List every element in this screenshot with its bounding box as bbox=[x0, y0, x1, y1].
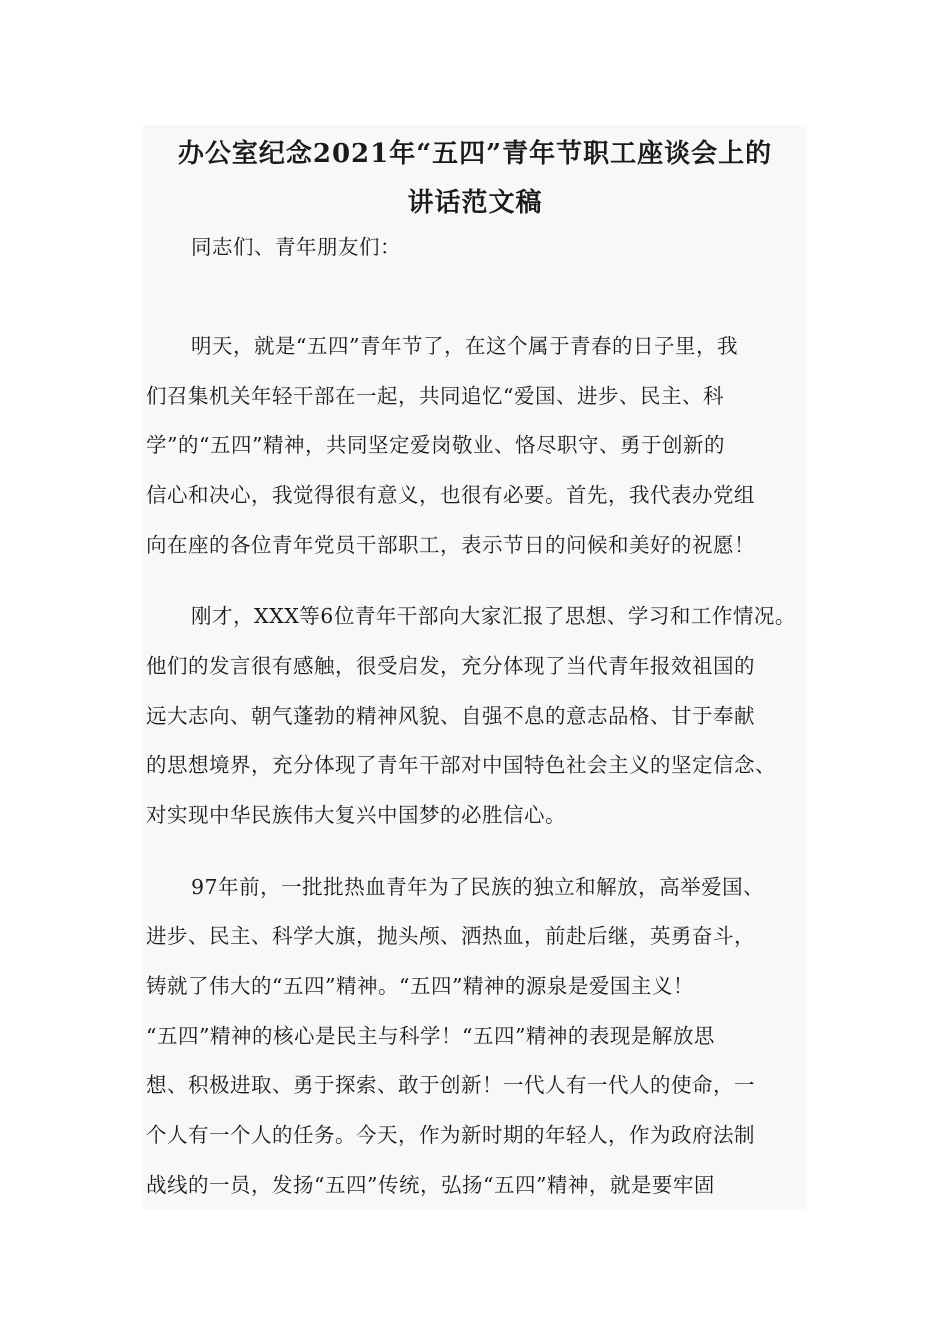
paragraph-2-line-1: 刚才，XXX等6位青年干部向大家汇报了思想、学习和工作情况。 bbox=[191, 604, 796, 628]
paragraph-3-line-4: “五四”精神的核心是民主与科学！“五四”精神的表现是解放思 bbox=[146, 1024, 715, 1048]
paragraph-3-line-6: 个人有一个人的任务。今天，作为新时期的年轻人，作为政府法制 bbox=[146, 1123, 755, 1147]
paragraph-2-line-5: 对实现中华民族伟大复兴中国梦的必胜信心。 bbox=[146, 803, 566, 827]
paragraph-1-line-4: 信心和决心，我觉得很有意义，也很有必要。首先，我代表办党组 bbox=[146, 483, 755, 507]
paragraph-3-line-1: 97年前，一批批热血青年为了民族的独立和解放，高举爱国、 bbox=[191, 875, 765, 899]
paragraph-2-line-4: 的思想境界，充分体现了青年干部对中国特色社会主义的坚定信念、 bbox=[146, 753, 776, 777]
paragraph-2-line-3: 远大志向、朝气蓬勃的精神风貌、自强不息的意志品格、甘于奉献 bbox=[146, 704, 755, 728]
paragraph-1-line-1: 明天，就是“五四”青年节了，在这个属于青春的日子里，我 bbox=[191, 334, 738, 358]
paragraph-3-line-2: 进步、民主、科学大旗，抛头颅、洒热血，前赴后继，英勇奋斗， bbox=[146, 924, 755, 948]
paragraph-3-line-7: 战线的一员，发扬“五四”传统，弘扬“五四”精神，就是要牢固 bbox=[146, 1173, 715, 1197]
paragraph-1-line-2: 们召集机关年轻干部在一起，共同追忆“爱国、进步、民主、科 bbox=[146, 384, 724, 408]
paragraph-2-line-2: 他们的发言很有感触，很受启发，充分体现了当代青年报效祖国的 bbox=[146, 654, 755, 678]
paragraph-1-line-3: 学”的“五四”精神，共同坚定爱岗敬业、恪尽职守、勇于创新的 bbox=[146, 433, 725, 457]
paragraph-3-line-5: 想、积极进取、勇于探索、敢于创新！一代人有一代人的使命，一 bbox=[146, 1073, 755, 1097]
document-title-line-2: 讲话范文稿 bbox=[407, 188, 543, 218]
salutation: 同志们、青年朋友们： bbox=[191, 235, 401, 259]
paragraph-1-line-5: 向在座的各位青年党员干部职工，表示节日的问候和美好的祝愿！ bbox=[146, 533, 755, 557]
document-title-line-1: 办公室纪念2021年“五四”青年节职工座谈会上的 bbox=[177, 139, 773, 169]
paragraph-3-line-3: 铸就了伟大的“五四”精神。“五四”精神的源泉是爱国主义！ bbox=[146, 974, 694, 998]
